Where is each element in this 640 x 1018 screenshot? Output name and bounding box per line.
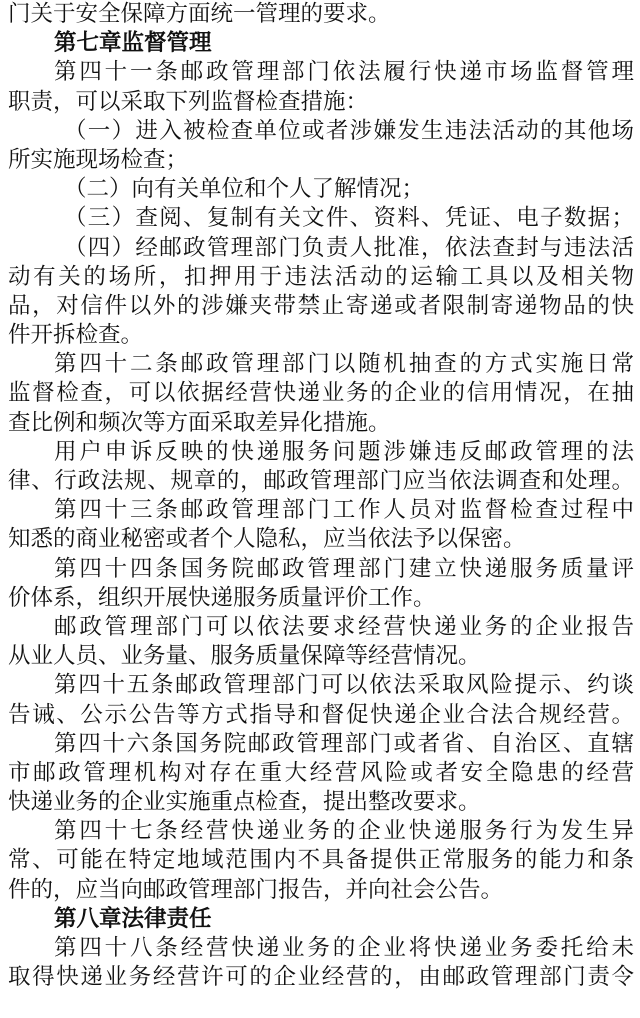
article-46-line-2: 市邮政管理机构对存在重大经营风险或者安全隐患的经营 — [8, 759, 634, 786]
article-41-line-2: 职责，可以采取下列监督检查措施： — [8, 88, 369, 115]
article-45-line-1: 第四十五条邮政管理部门可以依法采取风险提示、约谈 — [54, 672, 634, 699]
article-48-line-1: 第四十八条经营快递业务的企业将快递业务委托给未 — [54, 935, 634, 961]
article-47-line-1: 第四十七条经营快递业务的企业快递服务行为发生异 — [54, 818, 634, 845]
article-41-item-4-line-3: 品，对信件以外的涉嫌夹带禁止寄递或者限制寄递物品的快 — [8, 292, 634, 319]
article-42-line-1: 第四十二条邮政管理部门以随机抽查的方式实施日常 — [54, 351, 634, 378]
article-41-item-3: （三）查阅、复制有关文件、资料、凭证、电子数据； — [64, 205, 634, 232]
article-42-para-2-line-1: 用户申诉反映的快递服务问题涉嫌违反邮政管理的法 — [54, 438, 634, 465]
article-41-item-4-line-4: 件开拆检查。 — [8, 322, 144, 349]
article-41-item-4-line-1: （四）经邮政管理部门负责人批准，依法查封与违法活 — [64, 234, 634, 261]
article-42-line-2: 监督检查，可以依据经营快递业务的企业的信用情况，在抽 — [8, 380, 634, 407]
article-45-line-2: 告诫、公示公告等方式指导和督促快递企业合法合规经营。 — [8, 701, 634, 728]
article-41-item-1-line-2: 所实施现场检查； — [8, 146, 189, 173]
document-page — [8, 0, 634, 992]
article-43-line-2: 知悉的商业秘密或者个人隐私，应当依法予以保密。 — [8, 526, 526, 553]
article-41-item-1-line-1: （一）进入被检查单位或者涉嫌发生违法活动的其他场 — [64, 117, 634, 144]
article-44-line-2: 价体系，组织开展快递服务质量评价工作。 — [8, 584, 436, 611]
article-41-item-4-line-2: 动有关的场所，扣押用于违法活动的运输工具以及相关物 — [8, 263, 634, 290]
article-46-line-3: 快递业务的企业实施重点检查，提出整改要求。 — [8, 789, 481, 816]
article-46-line-1: 第四十六条国务院邮政管理部门或者省、自治区、直辖 — [54, 730, 634, 757]
paragraph-tail-line: 门关于安全保障方面统一管理的要求。 — [8, 1, 391, 27]
article-44-line-1: 第四十四条国务院邮政管理部门建立快递服务质量评 — [54, 555, 634, 582]
article-42-line-3: 查比例和频次等方面采取差异化措施。 — [8, 409, 391, 436]
article-41-item-2: （二）向有关单位和个人了解情况； — [64, 176, 425, 203]
article-41-line-1: 第四十一条邮政管理部门依法履行快递市场监督管理 — [54, 59, 634, 86]
article-47-line-2: 常、可能在特定地域范围内不具备提供正常服务的能力和条 — [8, 847, 634, 874]
article-43-line-1: 第四十三条邮政管理部门工作人员对监督检查过程中 — [54, 497, 634, 524]
article-47-line-3: 件的，应当向邮政管理部门报告，并向社会公告。 — [8, 876, 504, 903]
article-42-para-2-line-2: 律、行政法规、规章的，邮政管理部门应当依法调查和处理。 — [8, 468, 634, 494]
chapter-7-heading: 第七章监督管理 — [54, 30, 212, 57]
chapter-8-heading: 第八章法律责任 — [54, 905, 212, 932]
article-48-line-2: 取得快递业务经营许可的企业经营的，由邮政管理部门责令 — [8, 964, 634, 991]
article-44-para-2-line-1: 邮政管理部门可以依法要求经营快递业务的企业报告 — [54, 613, 634, 640]
article-44-para-2-line-2: 从业人员、业务量、服务质量保障等经营情况。 — [8, 643, 481, 670]
